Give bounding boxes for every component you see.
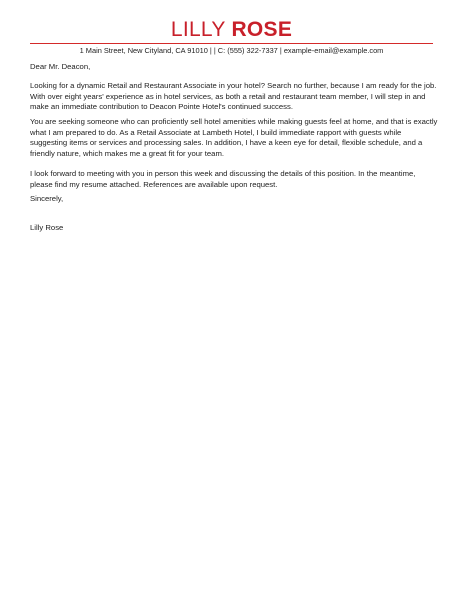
- body-paragraph-2: You are seeking someone who can proficiently sell hotel amenities while making guests feel at home, and that is exactly what I am prepared to do. As a Retail Associate at Lambeth Hotel, I build immediate rapport with guests while suggesting items or services and processing sales. In addition, I have a keen eye for detail, flexible schedule, and a friendly nature, which makes me a great fit for your team.: [30, 117, 438, 158]
- body-paragraph-3: I look forward to meeting with you in person this week and discussing the details of this position. In the meantime, please find my resume attached. References are available upon request.: [30, 169, 416, 189]
- applicant-name: [0, 17, 463, 43]
- salutation: Dear Mr. Deacon,: [30, 62, 91, 71]
- body-paragraph-1: Looking for a dynamic Retail and Restaurant Associate in your hotel? Search no further, because I am ready for the job. With over eight years' experience as in hotel services, as both a retail and restaurant team member, I will step in and make an immediate contribution to Deacon Pointe Hotel's continued success.: [30, 81, 437, 112]
- last-name: ROSE: [231, 18, 293, 41]
- signature-name: Lilly Rose: [30, 223, 64, 232]
- header-divider: [30, 43, 433, 44]
- closing: Sincerely,: [30, 194, 64, 203]
- first-name: LILLY: [170, 18, 226, 41]
- contact-line: 1 Main Street, New Cityland, CA 91010 | | C: (555) 322-7337 | example-email@example.com: [79, 46, 384, 55]
